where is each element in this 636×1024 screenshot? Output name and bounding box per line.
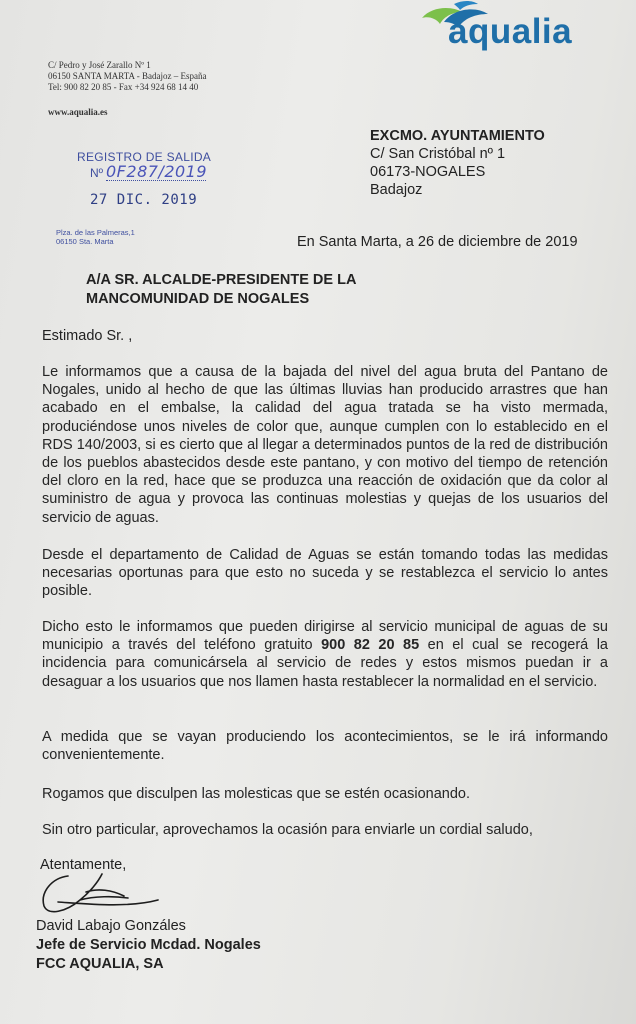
letterhead-address-line1: C/ Pedro y José Zarallo Nº 1 <box>48 60 151 70</box>
handwritten-signature <box>28 862 178 922</box>
free-phone-number: 900 82 20 85 <box>321 637 420 654</box>
valediction: Atentamente, <box>40 857 127 873</box>
paragraph-3-intro: Dicho esto le informamos que pueden dirigirse al servicio municipal de aguas de su municipio a través del teléfono gratuito <box>42 619 608 654</box>
stamp-title: REGISTRO DE SALIDA <box>77 150 212 164</box>
stamp-address-line2: 06150 Sta. Marta <box>56 237 114 246</box>
letterhead-website: www.aqualia.es <box>48 107 108 117</box>
letterhead-address-line3: Tel: 900 82 20 85 - Fax +34 924 68 14 40 <box>48 82 199 92</box>
stamp-number-underline <box>106 180 206 181</box>
paragraph-1: Le informamos que a causa de la bajada del nivel del agua bruta del Pantano de Nogales, unido al hecho de que las últimas lluvias han producido arrastres que han acabado en el embalse, la calidad del agua tratada se ha visto mermada, produciéndose unos niveles de color que, aunque cumplen con lo establecido en el RDS 140/2003, si es cierto que al llegar a determinados puntos de la red de distribución de los pueblos abastecidos desde este pantano, y con motivo del tiempo de retención del cloro en la red, hace que se produzca una reacción de oxidación que da color al suministro de agua y provoca las continuas molestias y quejas de los usuarios del servicio de aguas. <box>42 364 608 526</box>
paragraph-5: Rogamos que disculpen las molesticas que se estén ocasionando. <box>42 786 471 802</box>
paragraph-4: A medida que se vayan produciendo los acontecimientos, se le irá informando convenientemente. <box>42 729 608 764</box>
paragraph-2: Desde el departamento de Calidad de Aguas se están tomando todas las medidas necesarias oportunas para que esto no suceda y se restablezca el servicio lo antes posible. <box>42 547 608 600</box>
subject-line2: MANCOMUNIDAD DE NOGALES <box>86 291 310 307</box>
recipient-line3: 06173-NOGALES <box>370 164 486 180</box>
subject <box>86 271 356 309</box>
stamp-number-prefix: Nº <box>90 166 104 180</box>
signer-company: FCC AQUALIA, SA <box>36 956 164 972</box>
recipient-line1: EXCMO. AYUNTAMIENTO <box>370 128 545 144</box>
paragraph-3-rest: en el cual se recogerá la incidencia para comunicársela al servicio de redes y estos mismos puedan ir a desaguar a los usuarios que nos llamen hasta restablecer la normalidad en el servicio. <box>42 637 608 690</box>
subject-line1: A/A SR. ALCALDE-PRESIDENTE DE LA <box>86 272 357 288</box>
recipient-line2: C/ San Cristóbal nº 1 <box>370 146 506 162</box>
stamp-number: 0F287/2019 <box>106 162 208 181</box>
paragraph-3 <box>42 618 608 691</box>
stamp-address-line1: Plza. de las Palmeras,1 <box>56 228 135 237</box>
paragraph-6: Sin otro particular, aprovechamos la ocasión para enviarle un cordial saludo, <box>42 822 533 838</box>
recipient-line4: Badajoz <box>370 182 423 198</box>
aqualia-logo-text: aqualia <box>448 12 573 51</box>
stamp-date: 27 DIC. 2019 <box>90 192 198 208</box>
letterhead-address-line2: 06150 SANTA MARTA - Badajoz – España <box>48 71 207 81</box>
place-date: En Santa Marta, a 26 de diciembre de 2019 <box>297 234 578 250</box>
signer-position: Jefe de Servicio Mcdad. Nogales <box>36 937 261 953</box>
signer-name: David Labajo Gonzáles <box>36 918 186 934</box>
greeting: Estimado Sr. , <box>42 328 133 344</box>
